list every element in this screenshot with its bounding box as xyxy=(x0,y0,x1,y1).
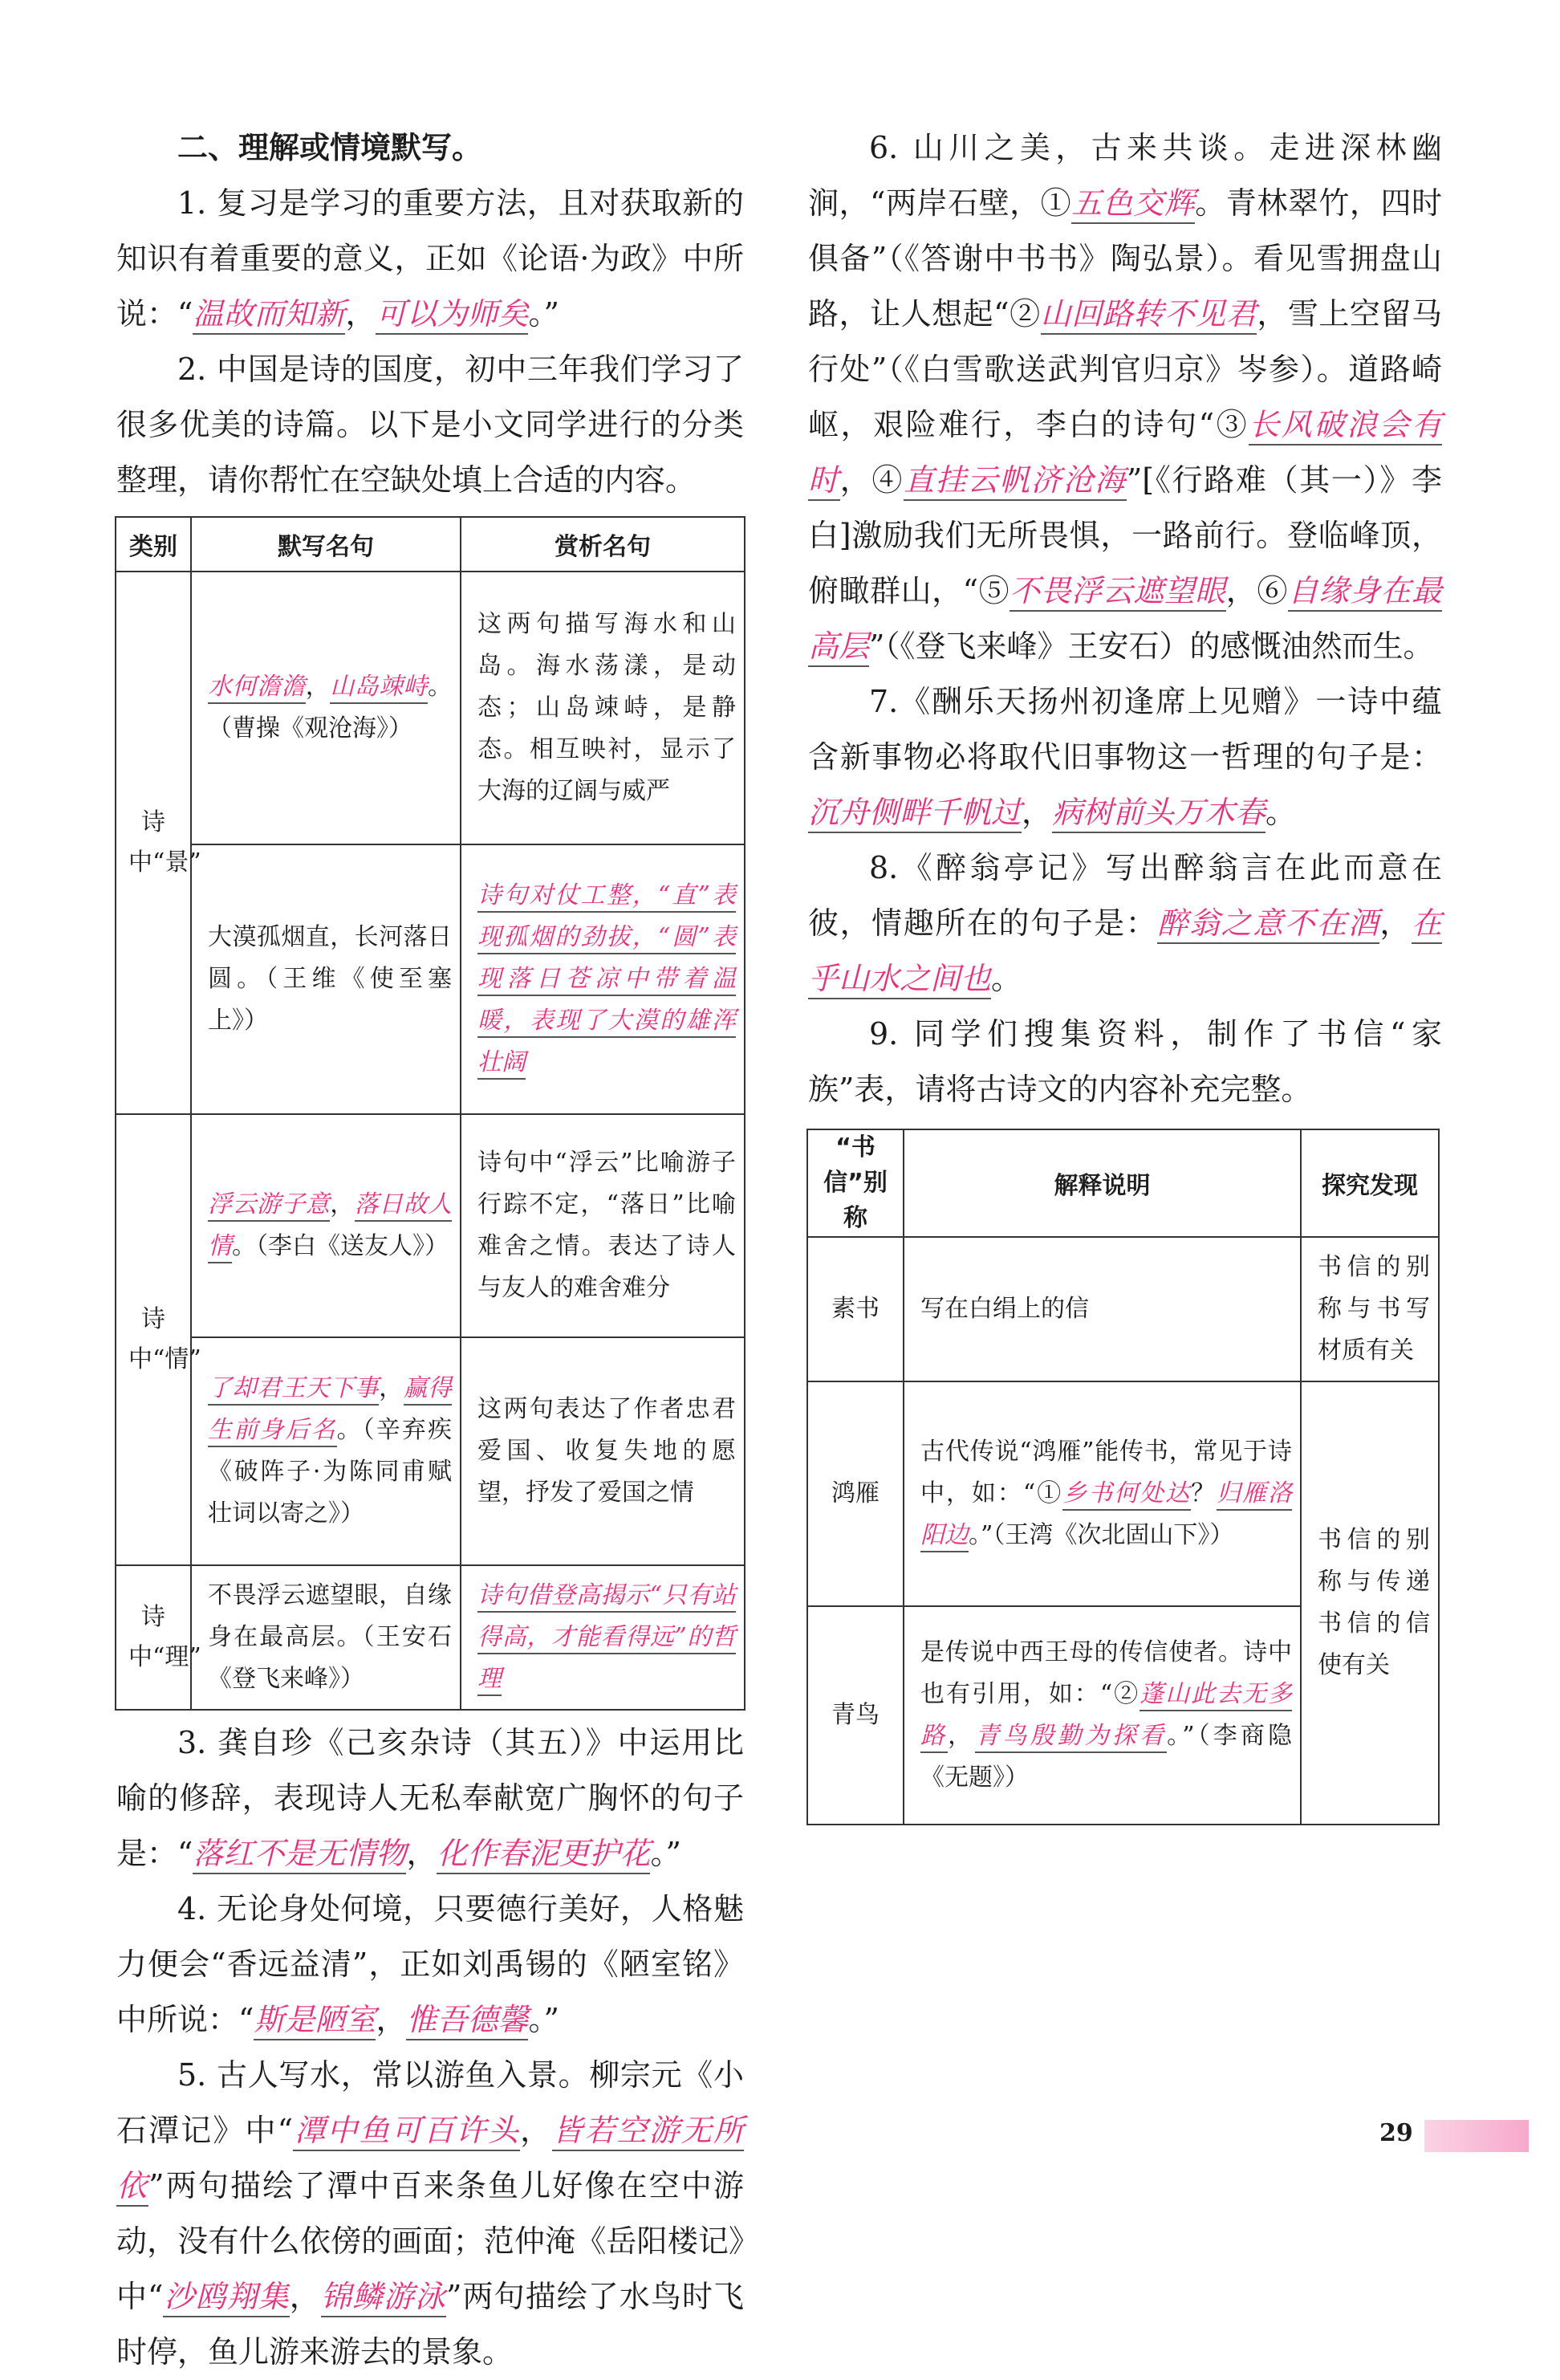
header-category: 类别 xyxy=(116,517,191,572)
answer: 可以为师矣 xyxy=(376,296,528,335)
page-number: 29 xyxy=(1379,2119,1413,2147)
answer: 皆若空游无所依 xyxy=(116,2113,744,2207)
answer: 潭中鱼可百许头 xyxy=(293,2113,520,2151)
header-analysis: 赏析名句 xyxy=(461,517,745,572)
analysis-cell: 这两句描写海水和山岛。海水荡漾，是动态；山岛竦峙，是静态。相互映衬，显示了大海的辽阔与威严 xyxy=(461,572,745,844)
analysis-cell: 诗句中“浮云”比喻游子行踪不定，“落日”比喻难舍之情。表达了诗人与友人的难舍难分 xyxy=(461,1114,745,1337)
answer: 沙鸥翔集 xyxy=(163,2279,289,2317)
answer: 落红不是无情物 xyxy=(193,1836,406,1874)
alias-cell: 青鸟 xyxy=(807,1606,904,1825)
answer: 沉舟侧畔千帆过 xyxy=(808,795,1022,833)
table-row xyxy=(116,1114,745,1337)
right-column xyxy=(808,120,1442,1825)
section-title: 二、理解或情境默写。 xyxy=(177,130,483,165)
answer: 醉翁之意不在酒 xyxy=(1157,905,1379,944)
answer: 病树前头万木春 xyxy=(1052,795,1265,833)
question-5: 5. 古人写水，常以游鱼入景。柳宗元《小石潭记》中“潭中鱼可百许头，皆若空游无所依”两句描绘了潭中百来条鱼儿好像在空中游动，没有什么依傍的画面；范仲淹《岳阳楼记》中“沙鸥翔集，锦鳞游泳”两句描绘了水鸟时飞时停，鱼儿游来游去的景象。 xyxy=(116,2057,744,2370)
explanation-cell: 是传说中西王母的传信使者。诗中也有引用，如：“②蓬山此去无多路，青鸟殷勤为探看。”（李商隐《无题》） xyxy=(904,1606,1301,1825)
question-8: 8.《醉翁亭记》写出醉翁言在此而意在彼，情趣所在的句子是：醉翁之意不在酒，在乎山水之间也。 xyxy=(808,840,1442,1007)
dictation-cell: 了却君王天下事，赢得生前身后名。（辛弃疾《破阵子·为陈同甫赋壮词以寄之》） xyxy=(191,1337,461,1565)
question-1: 1. 复习是学习的重要方法，且对获取新的知识有着重要的意义，正如《论语·为政》中所说：“温故而知新，可以为师矣。” xyxy=(116,176,744,342)
answer: 化作春泥更护花 xyxy=(437,1836,650,1874)
header-explanation: 解释说明 xyxy=(904,1129,1301,1237)
answer: 温故而知新 xyxy=(193,296,345,335)
explanation-cell: 写在白绢上的信 xyxy=(904,1237,1301,1381)
answer: 斯是陋室 xyxy=(254,2002,376,2040)
answer: 锦鳞游泳 xyxy=(321,2279,446,2317)
explanation-cell: 古代传说“鸿雁”能传书，常见于诗中，如：“①乡书何处达？归雁洛阳边。”（王湾《次北固山下》） xyxy=(904,1381,1301,1606)
left-column xyxy=(116,120,744,2380)
question-9: 9. 同学们搜集资料，制作了书信“家族”表，请将古诗文的内容补充完整。 xyxy=(808,1016,1442,1107)
poem-classification-table xyxy=(115,516,745,1711)
answer: 惟吾德馨 xyxy=(406,2002,528,2040)
header-dictation: 默写名句 xyxy=(191,517,461,572)
table-row xyxy=(807,1381,1439,1606)
category-emotion: 诗中“情” xyxy=(116,1114,191,1565)
header-alias: “书信”别称 xyxy=(807,1129,904,1237)
dictation-cell: 浮云游子意，落日故人情。（李白《送友人》） xyxy=(191,1114,461,1337)
answer: 五色交辉 xyxy=(1071,185,1195,224)
letter-names-table xyxy=(806,1129,1440,1825)
table-header-row xyxy=(807,1129,1439,1237)
analysis-cell: 这两句表达了作者忠君爱国、收复失地的愿望，抒发了爱国之情 xyxy=(461,1337,745,1565)
alias-cell: 素书 xyxy=(807,1237,904,1381)
question-3: 3. 龚自珍《己亥杂诗（其五）》中运用比喻的修辞，表现诗人无私奉献宽广胸怀的句子是：“落红不是无情物，化作春泥更护花。” xyxy=(116,1715,744,1882)
table-row xyxy=(116,1337,745,1565)
finding-cell: 书信的别称与书写材质有关 xyxy=(1301,1237,1439,1381)
table-row xyxy=(116,844,745,1114)
dictation-cell: 水何澹澹，山岛竦峙。（曹操《观沧海》） xyxy=(191,572,461,844)
answer: 不畏浮云遮望眼 xyxy=(1010,573,1226,612)
alias-cell: 鸿雁 xyxy=(807,1381,904,1606)
answer: 自缘身在最高层 xyxy=(808,573,1442,667)
analysis-cell: 诗句对仗工整，“直”表现孤烟的劲拔，“圆”表现落日苍凉中带着温暖，表现了大漠的雄浑壮阔 xyxy=(461,844,745,1114)
table-row xyxy=(116,1565,745,1710)
answer: 直挂云帆济沧海 xyxy=(904,462,1127,501)
question-7: 7.《酬乐天扬州初逢席上见赠》一诗中蕴含新事物必将取代旧事物这一哲理的句子是：沉舟侧畔千帆过，病树前头万木春。 xyxy=(808,674,1442,840)
header-finding: 探究发现 xyxy=(1301,1129,1439,1237)
answer: 在乎山水之间也 xyxy=(808,905,1442,999)
answer: 山回路转不见君 xyxy=(1041,296,1257,335)
dictation-cell: 大漠孤烟直，长河落日圆。（王维《使至塞上》） xyxy=(191,844,461,1114)
table-row xyxy=(116,572,745,844)
question-2: 2. 中国是诗的国度，初中三年我们学习了很多优美的诗篇。以下是小文同学进行的分类整理，请你帮忙在空缺处填上合适的内容。 xyxy=(116,352,744,498)
dictation-cell: 不畏浮云遮望眼，自缘身在最高层。（王安石《登飞来峰》） xyxy=(191,1565,461,1710)
table-row xyxy=(807,1237,1439,1381)
question-6: 6. 山川之美，古来共谈。走进深林幽涧，“两岸石壁，①五色交辉。青林翠竹，四时俱备”（《答谢中书书》陶弘景）。看见雪拥盘山路，让人想起“②山回路转不见君，雪上空留马行处”（《白雪歌送武判官归京》岑参）。道路崎岖，艰险难行，李白的诗句“③长风破浪会有时，④直挂云帆济沧海”[《行路难（其一）》李白]激励我们无所畏惧，一路前行。登临峰顶，俯瞰群山，“⑤不畏浮云遮望眼，⑥自缘身在最高层”（《登飞来峰》王安石）的感慨油然而生。 xyxy=(808,120,1442,674)
answer: 长风破浪会有时 xyxy=(808,407,1442,501)
analysis-cell: 诗句借登高揭示“只有站得高，才能看得远”的哲理 xyxy=(461,1565,745,1710)
question-4: 4. 无论身处何境，只要德行美好，人格魅力便会“香远益清”，正如刘禹锡的《陋室铭》中所说：“斯是陋室，惟吾德馨。” xyxy=(116,1882,744,2048)
category-reason: 诗中“理” xyxy=(116,1565,191,1710)
finding-cell: 书信的别称与传递书信的信使有关 xyxy=(1301,1381,1439,1825)
category-scene: 诗中“景” xyxy=(116,572,191,1114)
page-number-band xyxy=(1424,2120,1529,2152)
table-header-row xyxy=(116,517,745,572)
